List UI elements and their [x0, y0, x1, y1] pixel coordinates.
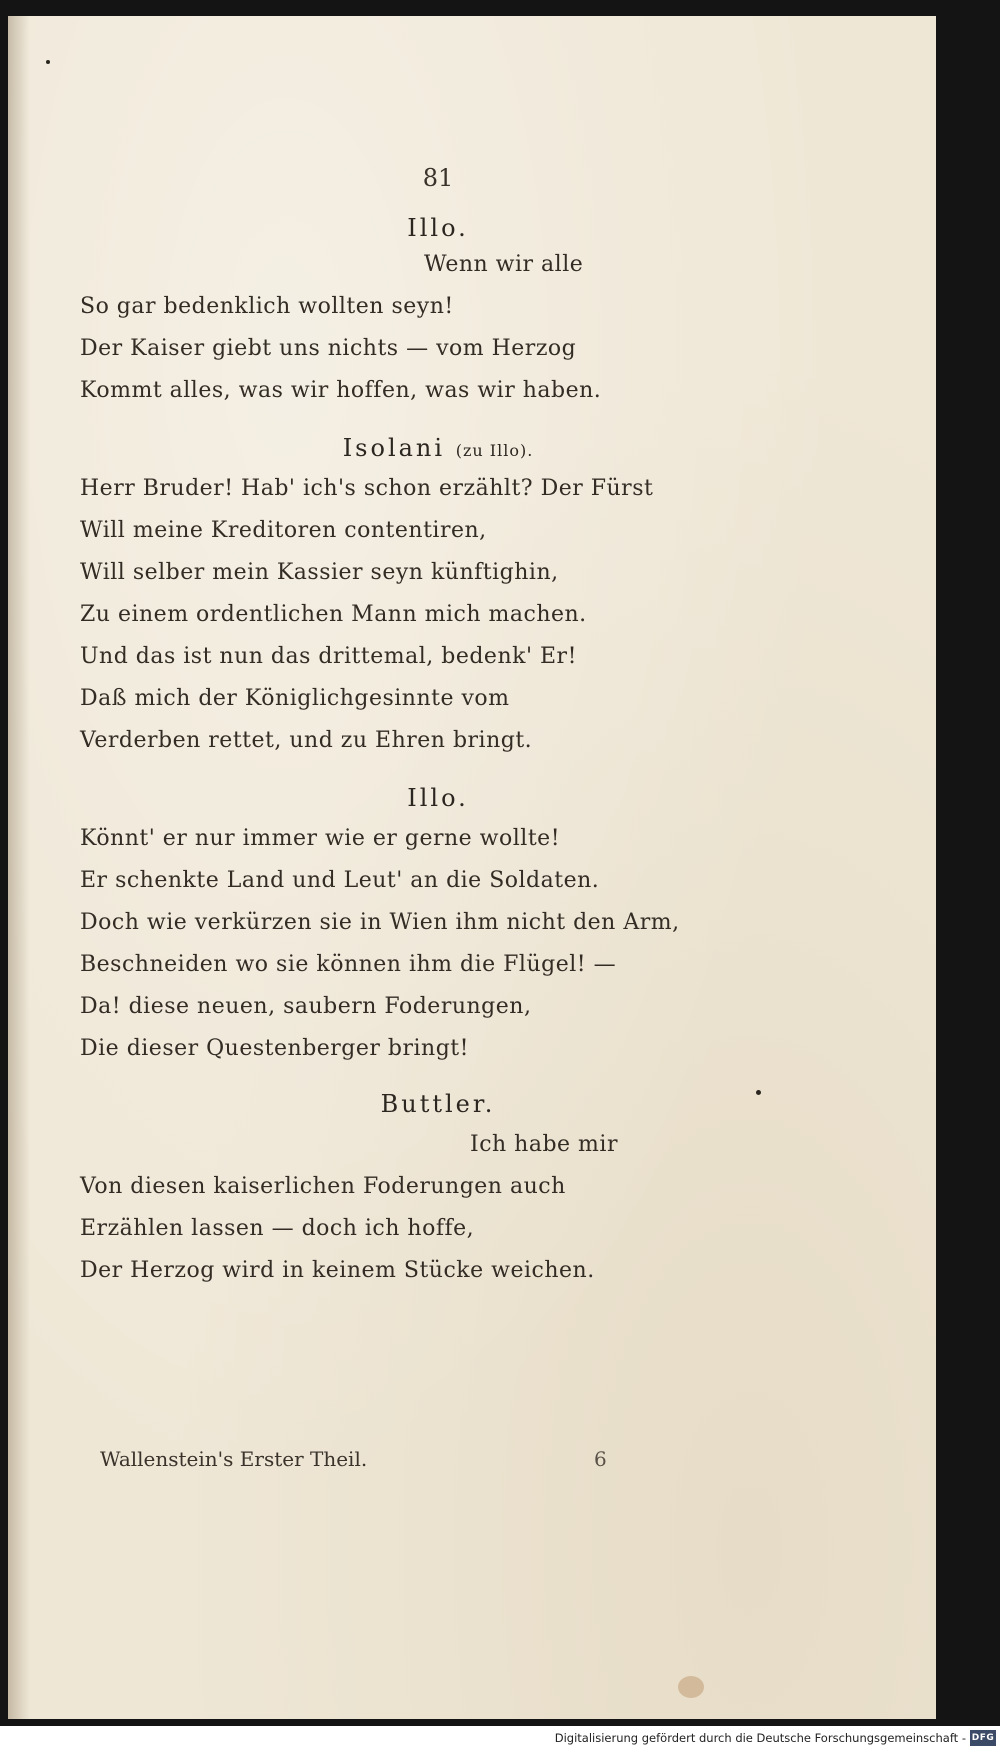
speaker-heading: [8, 434, 868, 462]
verse-line: Wenn wir alle: [424, 252, 584, 277]
ink-speck: [756, 1090, 761, 1095]
running-footer-title: Wallenstein's Erster Theil.: [100, 1447, 368, 1471]
verse-line: Doch wie verkürzen sie in Wien ihm nicht den Arm,: [80, 910, 680, 935]
page-edge-shadow: [8, 16, 30, 1719]
speaker-name: Illo.: [407, 214, 469, 242]
verse-line: Und das ist nun das drittemal, bedenk' Er!: [80, 644, 577, 669]
verse-line: Der Kaiser giebt uns nichts — vom Herzog: [80, 336, 577, 361]
book-page: [8, 16, 936, 1719]
verse-line: Daß mich der Königlichgesinnte vom: [80, 686, 510, 711]
speaker-name: Illo.: [407, 784, 469, 812]
paper-stain: [678, 1676, 704, 1698]
verse-line: Zu einem ordentlichen Mann mich machen.: [80, 602, 587, 627]
verse-line: Verderben rettet, und zu Ehren bringt.: [80, 728, 533, 753]
digitization-footer: [0, 1726, 1000, 1754]
verse-line: Ich habe mir: [470, 1132, 618, 1157]
verse-line: Kommt alles, was wir hoffen, was wir haben.: [80, 378, 602, 403]
verse-line: Herr Bruder! Hab' ich's schon erzählt? Der Fürst: [80, 476, 654, 501]
page-number: 81: [422, 164, 454, 192]
speaker-name: Buttler.: [380, 1090, 496, 1118]
signature-mark: 6: [594, 1447, 607, 1471]
verse-line: Beschneiden wo sie können ihm die Flügel! —: [80, 952, 617, 977]
verse-line: Er schenkte Land und Leut' an die Soldaten.: [80, 868, 600, 893]
funding-credit: Digitalisierung gefördert durch die Deutsche Forschungsgemeinschaft -: [554, 1731, 966, 1745]
verse-line: Die dieser Questenberger bringt!: [80, 1036, 469, 1061]
verse-line: Der Herzog wird in keinem Stücke weichen.: [80, 1258, 595, 1283]
ink-speck: [46, 60, 50, 64]
dfg-logo: DFG: [970, 1730, 996, 1746]
verse-line: Will selber mein Kassier seyn künftighin,: [80, 560, 559, 585]
verse-line: Könnt' er nur immer wie er gerne wollte!: [80, 826, 561, 851]
speaker-name: Isolani: [342, 434, 446, 462]
verse-line: Von diesen kaiserlichen Foderungen auch: [80, 1174, 566, 1199]
verse-line: So gar bedenklich wollten seyn!: [80, 294, 454, 319]
verse-line: Da! diese neuen, saubern Foderungen,: [80, 994, 532, 1019]
verse-line: Will meine Kreditoren contentiren,: [80, 518, 487, 543]
stage-direction: (zu Illo).: [455, 441, 534, 460]
verse-line: Erzählen lassen — doch ich hoffe,: [80, 1216, 475, 1241]
